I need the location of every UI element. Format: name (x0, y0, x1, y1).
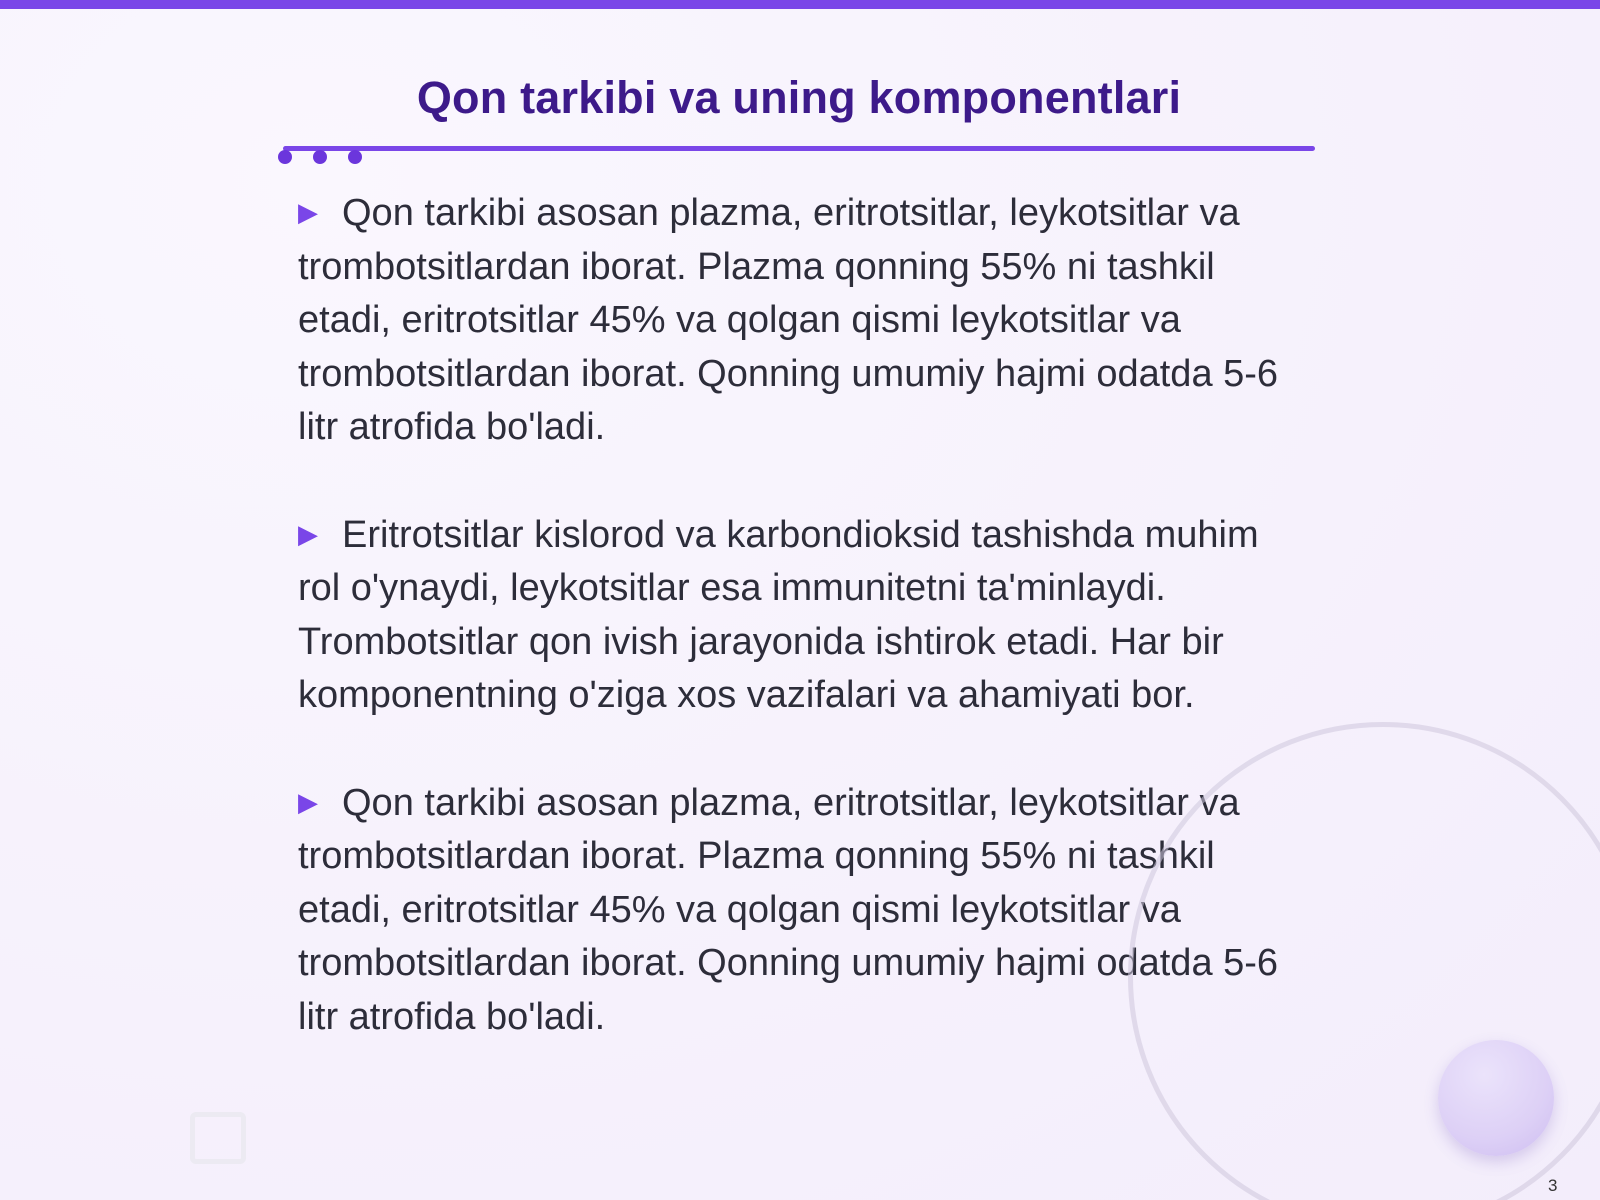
bullet-text: Qon tarkibi asosan plazma, eritrotsitlar, leykotsitlar va trombotsitlardan iborat. Plazma qonning 55% ni tashkil etadi, eritrotsitlar 45% va qolgan qismi leykotsitlar va trombotsitlardan iborat. Qonning umumiy hajmi odatda 5-6 litr atrofida bo'ladi. (298, 781, 1279, 1038)
slide-title: Qon tarkibi va uning komponentlari (416, 72, 1182, 123)
bullet-text: Qon tarkibi asosan plazma, eritrotsitlar, leykotsitlar va trombotsitlardan iborat. Plazma qonning 55% ni tashkil etadi, eritrotsitlar 45% va qolgan qismi leykotsitlar va trombotsitlardan iborat. Qonning umumiy hajmi odatda 5-6 litr atrofida bo'ladi. (298, 192, 1279, 448)
triangle-bullet-icon: ▶ (298, 197, 318, 227)
title-underline (283, 146, 1315, 151)
top-accent-bar (0, 0, 1600, 9)
underline-dot (278, 150, 292, 164)
triangle-bullet-icon: ▶ (298, 786, 318, 817)
page-number: 3 (1548, 1176, 1558, 1195)
decorative-square (190, 1112, 246, 1164)
bullet-text: Eritrotsitlar kislorod va karbondioksid tashishda muhim rol o'ynaydi, leykotsitlar esa immunitetni ta'minlaydi. Trombotsitlar qon ivish jarayonida ishtirok etadi. Har bir komponentning o'ziga xos vazifalari va ahamiyati bor. (298, 513, 1259, 716)
underline-dot (313, 150, 327, 164)
bullet-item (298, 186, 1298, 455)
underline-dot (348, 150, 362, 164)
triangle-bullet-icon: ▶ (298, 518, 318, 549)
decorative-sphere (1438, 1040, 1554, 1156)
bullet-item (298, 508, 1298, 723)
